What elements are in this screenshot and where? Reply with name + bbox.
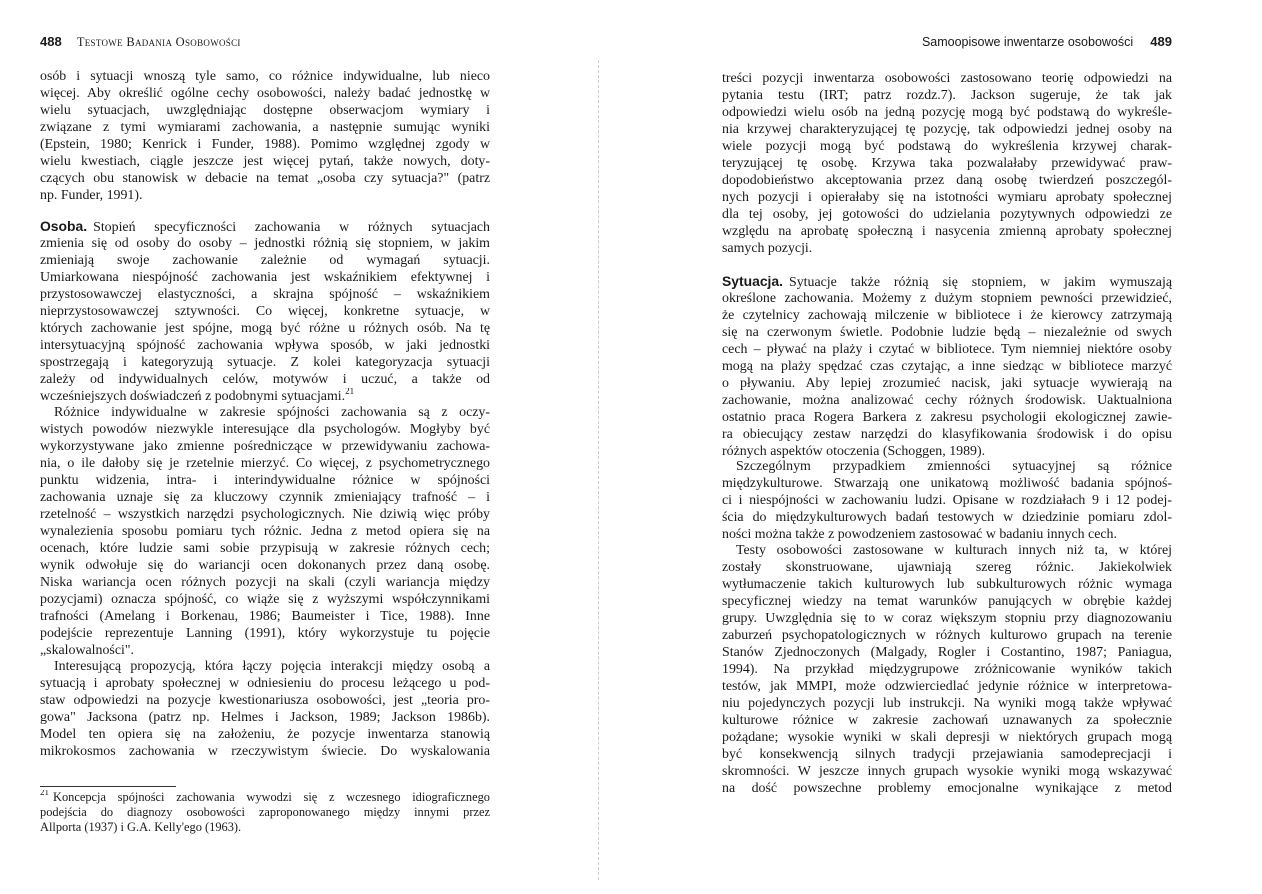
text-line — [722, 610, 1172, 627]
line-text: względu na aprobatę społeczną i nasycenia zmienną aprobaty społecznej — [722, 224, 1172, 239]
line-text: wistych powodów niezwykle interesujące dla psychologów. Mogłyby być — [40, 422, 490, 437]
footnote-rule — [40, 786, 176, 787]
line-text: niu pojedynczych pozycji lub instrukcji. Na wyniki mogą także wpływać — [722, 696, 1172, 711]
line-text: specyficznej wiedzy na temat warunków panujących w obrębie każdej — [722, 594, 1172, 609]
line-text: wiele pozycji mogą być podstawą do wykreślenia krzywej charak- — [722, 139, 1172, 154]
line-text: mogą na plaży spędzać czas czytając, a inne siedząc w bibliotece marzyć — [722, 359, 1172, 374]
text-line — [722, 746, 1172, 763]
text-line — [40, 354, 490, 371]
line-text: Testy osobowości zastosowane w kulturach innych niż ta, w której — [736, 543, 1172, 558]
text-line — [722, 509, 1172, 526]
line-text: różnych aspektów otoczenia (Schoggen, 1989). — [722, 444, 986, 459]
line-text: samych pozycji. — [722, 241, 813, 256]
text-line — [40, 235, 490, 252]
footnote-line — [40, 790, 490, 805]
running-title: Samoopisowe inwentarze osobowości — [921, 35, 1134, 49]
text-line — [40, 119, 490, 136]
line-text: wielu kwestiach, ciągle jeszcze jest więcej pytań, także nowych, doty- — [40, 154, 490, 169]
text-line — [40, 625, 490, 642]
line-text: o pływaniu. Aby lepiej zrozumieć nacisk, jaki sytuacje wywierają na — [722, 376, 1172, 391]
page-number: 489 — [1150, 34, 1172, 49]
paragraph — [722, 542, 1172, 797]
text-line — [40, 726, 490, 743]
text-line — [722, 426, 1172, 443]
line-text: zmienia się od osoby do osoby – jednostki różnią się stopniem, w jakim — [40, 236, 490, 251]
text-line — [722, 121, 1172, 138]
line-text: zaburzeń psychopatologicznych w różnych kulturowo grupach na terenie — [722, 628, 1172, 643]
text-line — [722, 712, 1172, 729]
line-text: punktu widzenia, intra- i interindywidualne różnice w spójności — [40, 473, 490, 488]
line-text: ostatnio praca Rogera Barkera z zakresu psychologii ekologicznej zawie- — [722, 410, 1172, 425]
text-line — [722, 273, 1172, 290]
text-line — [40, 472, 490, 489]
line-text: skromności. W jeszcze innych grupach wysokie wyniki mogą wskazywać — [722, 764, 1172, 779]
text-line — [40, 709, 490, 726]
text-line — [40, 68, 490, 85]
line-text: Stanów Zjednoczonych (Malgady, Rogler i Costantino, 1987; Paniagua, — [722, 645, 1172, 660]
text-line — [722, 375, 1172, 392]
line-text: wynik odwołuje się do wariancji ocen dokonanych przez daną osobę. — [40, 558, 490, 573]
text-line — [722, 392, 1172, 409]
line-text: testów, jak MMPI, może odzwierciedlać jedynie różnice w interpretowa- — [722, 679, 1172, 694]
line-text: wielu sytuacjach, uwzględniając dostępne obserwacjom wymiary i — [40, 103, 490, 118]
text-line — [40, 286, 490, 303]
text-line — [40, 438, 490, 455]
text-line — [40, 153, 490, 170]
paragraph — [722, 458, 1172, 543]
text-line — [722, 542, 1172, 559]
paragraph — [40, 68, 490, 204]
text-line — [40, 557, 490, 574]
text-line — [722, 223, 1172, 240]
footnote-line — [40, 805, 490, 820]
text-line — [40, 252, 490, 269]
text-line — [722, 189, 1172, 206]
line-text: 1994). Na przykład międzygrupowe zróżnicowanie wyników takich — [722, 662, 1172, 677]
text-line — [40, 85, 490, 102]
line-text: spostrzegają i kategoryzują sytuacje. Z kolei kategoryzacja sytuacji — [40, 355, 490, 370]
paragraph — [40, 218, 490, 405]
line-text: pożądane; wysokie wyniki w skali depresji w niektórych grupach mogą — [722, 730, 1172, 745]
line-text: gowa" Jacksona (patrz np. Helmes i Jackson, 1989; Jackson 1986b). — [40, 710, 490, 725]
text-line — [40, 743, 490, 760]
text-line — [722, 240, 1172, 257]
line-text: teryzującej tę osobę. Krzywa taka pozwalałaby przewidywać praw- — [722, 156, 1172, 171]
line-text: że czytelnicy zachowają milczenie w bibliotece i że kierowcy zatrzymają — [722, 308, 1172, 323]
text-line — [40, 303, 490, 320]
running-title: Testowe Badania Osobowości — [76, 35, 241, 49]
text-line — [722, 576, 1172, 593]
line-text: międzykulturowe. Stwarzają one unikatową możliwość badania spójnoś- — [722, 476, 1172, 491]
line-text: Różnice indywidualne w zakresie spójności zachowania są z oczy- — [54, 405, 490, 420]
text-line — [40, 658, 490, 675]
line-text: ocenach, które ludzie sami sobie przypisują w zakresie różnych cech; — [40, 541, 490, 556]
text-line — [40, 320, 490, 337]
line-text: zmieniają swoje zachowanie zależnie od wymagań sytuacji. — [40, 253, 490, 268]
left-running-header — [40, 34, 241, 50]
text-line — [722, 763, 1172, 780]
line-text: dopodobieństwo akceptowania przez daną osobę twierdzeń poszczegól- — [722, 173, 1172, 188]
paragraph — [40, 658, 490, 760]
text-line — [722, 172, 1172, 189]
line-text: czących obu stanowisk w debacie na temat „osoba czy sytuacja?" (patrz — [40, 171, 490, 186]
line-text: wcześniejszych doświadczeń z podobnymi sytuacjami. — [40, 389, 346, 404]
text-line — [40, 388, 490, 405]
line-text: ności można także z powodzeniem zastosować w badaniu innych cech. — [722, 527, 1117, 542]
line-text: podejście reprezentuje Lanning (1991), który wykorzystuje tu pojęcie — [40, 626, 490, 641]
line-text: być konsekwencją silnych tradycji przejawiania samodeprecjacji i — [722, 747, 1172, 762]
text-line — [40, 608, 490, 625]
footnote-number: 21 — [40, 790, 49, 797]
line-text: staw odpowiedzi na pozycje kwestionariusza osobowości, jest „teoria pro- — [40, 693, 490, 708]
text-line — [40, 642, 490, 659]
text-line — [40, 218, 490, 235]
line-text: osób i sytuacji wnoszą tyle samo, co różnice indywidualne, lub nieco — [40, 69, 490, 84]
section-lead: Osoba. — [40, 218, 88, 234]
text-line — [40, 675, 490, 692]
text-line — [722, 341, 1172, 358]
line-text: podejścia do diagnozy osobowości zaproponowanego między innymi przez — [40, 805, 490, 819]
line-text: odpowiedzi wielu osób na jedną pozycję mogą być podstawą do wykreśle- — [722, 105, 1172, 120]
text-line — [40, 102, 490, 119]
line-text: Sytuacje także różnią się stopniem, w jakim wymuszają — [789, 275, 1172, 290]
paragraph — [40, 404, 490, 659]
text-line — [40, 591, 490, 608]
line-text: wykorzystywane jako zmienne pośredniczące w przewidywaniu zachowa- — [40, 439, 490, 454]
line-text: Koncepcja spójności zachowania wywodzi się z wczesnego idiograficznego — [53, 790, 490, 804]
line-text: zostały skonstruowane, ujawniają szereg różnic. Jakiekolwiek — [722, 560, 1172, 575]
line-text: wytłumaczenie takich kulturowych lub subkulturowych różnic wymaga — [722, 577, 1172, 592]
line-text: Allporta (1937) i G.A. Kelly'ego (1963). — [40, 820, 242, 834]
line-text: nych pozycji i opierałaby się na istotności wymiaru aprobaty społecznej — [722, 190, 1172, 205]
line-text: rzetelność – wszystkich narzędzi psychologicznych. Nie dziwią więc próby — [40, 507, 490, 522]
text-line — [40, 574, 490, 591]
text-line — [40, 455, 490, 472]
line-text: więcej. Aby określić ogólne cechy osobowości, należy badać jednostkę w — [40, 86, 490, 101]
line-text: kulturowe różnice w zakresie zachowań uznawanych za społecznie — [722, 713, 1172, 728]
right-page — [620, 0, 1220, 894]
line-text: których zachowanie jest spójne, mogą być różne u różnych osób. Na tę — [40, 321, 490, 336]
line-text: zależy od indywidualnych celów, motywów i uczuć, a także od — [40, 372, 490, 387]
line-text: sytuacją i aprobaty społecznej w odniesieniu do procesu leżącego u pod- — [40, 676, 490, 691]
line-text: intersytuacyjną spójność zachowania wpływa sposób, w jaki jednostki — [40, 338, 490, 353]
text-line — [40, 692, 490, 709]
text-line — [40, 136, 490, 153]
text-line — [722, 644, 1172, 661]
text-line — [40, 187, 490, 204]
line-text: Szczególnym przypadkiem zmienności sytuacyjnej są różnice — [736, 459, 1172, 474]
text-line — [722, 678, 1172, 695]
line-text: nia, o ile dałoby się je rzetelnie mierzyć. Co więcej, z psychometrycznego — [40, 456, 490, 471]
text-line — [722, 70, 1172, 87]
footnote-reference[interactable]: 21 — [345, 388, 355, 396]
text-line — [722, 458, 1172, 475]
line-text: (Epstein, 1980; Kenrick i Funder, 1988). Pomimo względnej zgody w — [40, 137, 490, 152]
line-text: określone zachowania. Możemy z dużym stopniem pewności przewidzieć, — [722, 291, 1172, 306]
line-text: Niska wariancja ocen różnych pozycji na skali (czyli wariancja między — [40, 575, 490, 590]
footnote-line — [40, 820, 490, 835]
text-line — [40, 506, 490, 523]
text-line — [722, 290, 1172, 307]
line-text: wynalezienia sposobu pomiaru tych różnic. Jedna z metod opiera się na — [40, 524, 490, 539]
text-line — [40, 404, 490, 421]
left-page — [0, 0, 600, 894]
text-line — [722, 661, 1172, 678]
text-line — [722, 409, 1172, 426]
paragraph — [722, 273, 1172, 460]
line-text: ci i niespójności w zachowaniu ludzi. Opisane w rozdziałach 9 i 12 podej- — [722, 493, 1172, 508]
line-text: pozycjami) oznacza spójność, co wiąże się z wyższymi współczynnikami — [40, 592, 490, 607]
line-text: grupy. Uwzględnia się to w coraz większym stopniu przy diagnozowaniu — [722, 611, 1172, 626]
right-running-header — [922, 34, 1172, 50]
line-text: dla tej osoby, jej gotowości do udzielania pozytywnych odpowiedzi ze — [722, 207, 1172, 222]
line-text: cech – pływać na plaży i czytać w bibliotece. Tym niemniej niektóre osoby — [722, 342, 1172, 357]
line-text: trafności (Amelang i Borkenau, 1986; Baumeister i Tice, 1988). Inne — [40, 609, 490, 624]
line-text: ścia do międzykulturowych badań testowych w dziedzinie pomiaru zdol- — [722, 510, 1172, 525]
line-text: pytania testu (IRT; patrz rozdz.7). Jackson sugeruje, że tak jak — [722, 88, 1172, 103]
page-number: 488 — [40, 34, 62, 49]
text-line — [722, 695, 1172, 712]
line-text: przystosowawczej elastyczności, a skrajna spójność – wskaźnikiem — [40, 287, 490, 302]
text-line — [722, 138, 1172, 155]
text-line — [40, 489, 490, 506]
text-line — [40, 421, 490, 438]
text-line — [722, 780, 1172, 797]
text-line — [722, 87, 1172, 104]
line-text: na dość powszechne problemy emocjonalne wynikające z metod — [722, 781, 1172, 796]
text-line — [722, 206, 1172, 223]
footnote — [40, 790, 490, 835]
line-text: ra obiecujący zestaw narzędzi do klasyfikowania środowisk i do opisu — [722, 427, 1172, 442]
line-text: Stopień specyficzności zachowania w różnych sytuacjach — [93, 220, 490, 235]
text-line — [722, 307, 1172, 324]
text-line — [40, 170, 490, 187]
line-text: Umiarkowana niespójność zachowania jest wskaźnikiem efektywnej i — [40, 270, 490, 285]
text-line — [40, 371, 490, 388]
line-text: Model ten opiera się na założeniu, że pozycje inwentarza stanowią — [40, 727, 490, 742]
text-line — [722, 475, 1172, 492]
text-line — [40, 269, 490, 286]
text-line — [722, 627, 1172, 644]
line-text: Interesującą propozycją, która łączy pojęcia interakcji między osobą a — [54, 659, 490, 674]
text-line — [722, 324, 1172, 341]
text-line — [722, 526, 1172, 543]
text-line — [40, 540, 490, 557]
line-text: zachowania uznaje się za kluczowy czynnik zmieniający trafność – i — [40, 490, 490, 505]
line-text: się na czerwonym świetle. Podobnie ludzie będą – niezależnie od swych — [722, 325, 1172, 340]
line-text: nia krzywej charakteryzującej tę pozycję, tak odpowiedzi jednej osoby na — [722, 122, 1172, 137]
line-text: „skalowalności". — [40, 643, 135, 658]
text-line — [40, 523, 490, 540]
text-line — [40, 337, 490, 354]
text-line — [722, 492, 1172, 509]
line-text: nieprzystosowawczej sztywności. Co więcej, konkretne sytuacje, w — [40, 304, 490, 319]
text-line — [722, 729, 1172, 746]
line-text: związane z tymi wymiarami zachowania, a następnie sumując wyniki — [40, 120, 490, 135]
line-text: mikrokosmos zachowania w rzeczywistym świecie. Do wyskalowania — [40, 744, 490, 759]
line-text: zachowanie, można analizować cechy różnych środowisk. Uaktualniona — [722, 393, 1172, 408]
text-line — [722, 559, 1172, 576]
text-line — [722, 358, 1172, 375]
paragraph — [722, 70, 1172, 257]
section-lead: Sytuacja. — [722, 273, 783, 289]
text-line — [722, 155, 1172, 172]
text-line — [722, 593, 1172, 610]
line-text: np. Funder, 1991). — [40, 188, 143, 203]
text-line — [722, 104, 1172, 121]
line-text: treści pozycji inwentarza osobowości zastosowano teorię odpowiedzi na — [722, 71, 1172, 86]
